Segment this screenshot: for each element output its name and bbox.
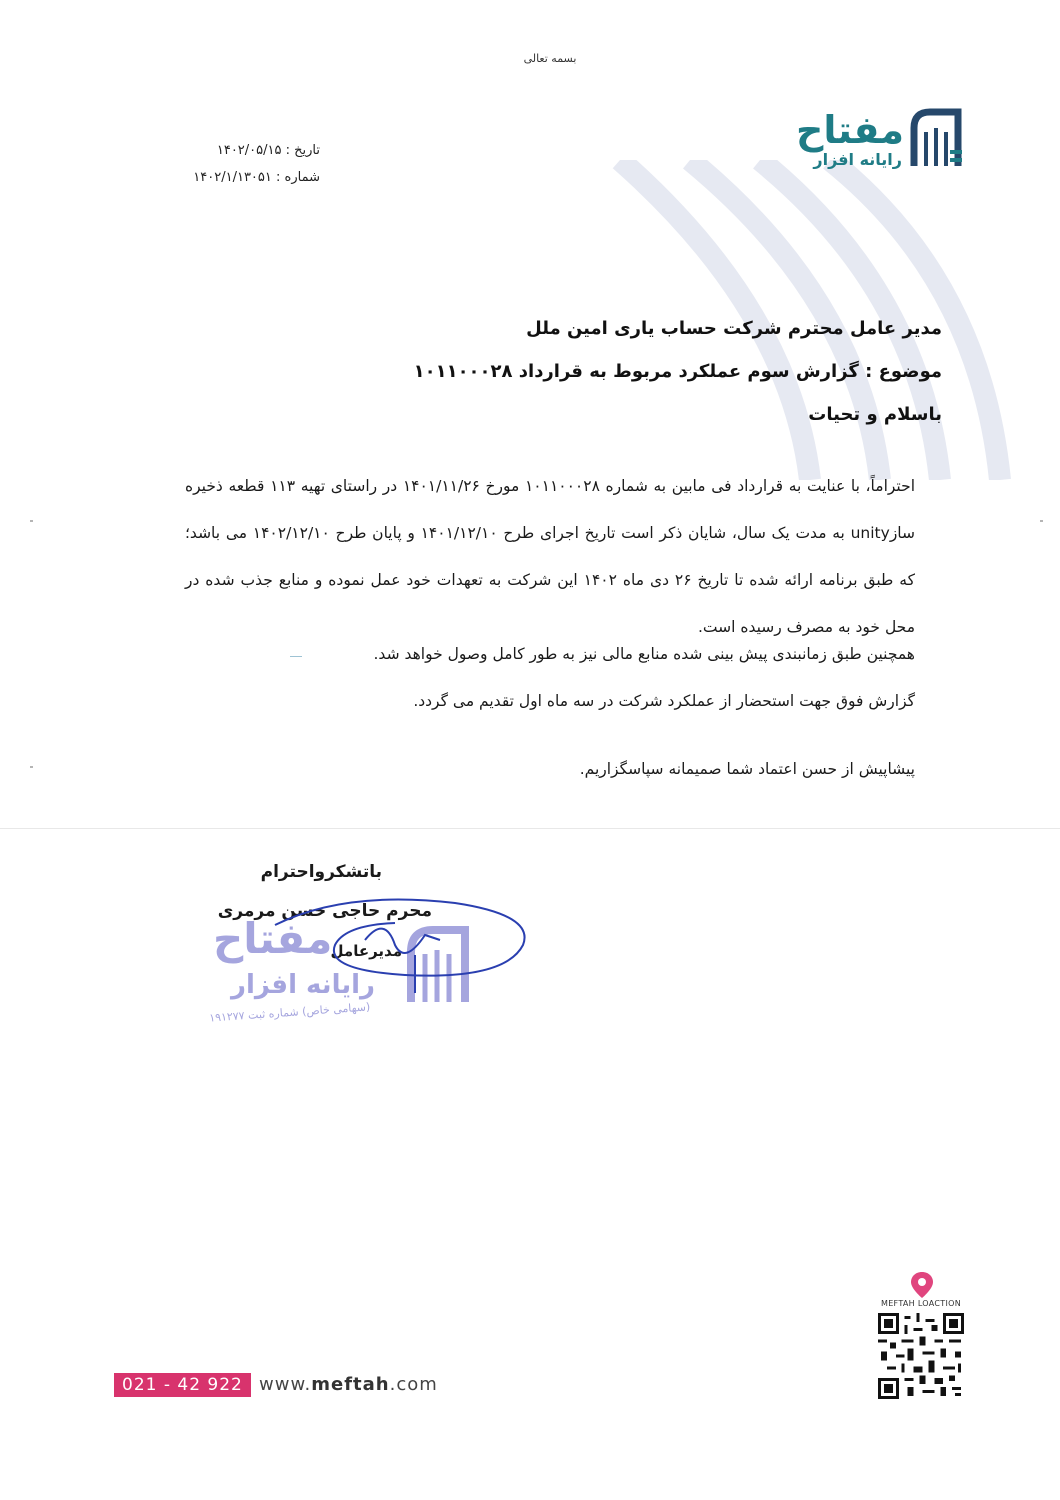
invocation-text: بسمه تعالی (523, 52, 577, 65)
body-paragraph-3: گزارش فوق جهت استحضار از عملکرد شرکت در سه ماه اول تقدیم می گردد. (413, 692, 915, 710)
stamp-subtitle: رایانه افزار (231, 970, 375, 1000)
body-paragraph-1: احتراماً، با عنایت به قرارداد فی مابین به شماره ۱۰۱۱۰۰۰۲۸ مورخ ۱۴۰۱/۱۱/۲۶ در راستای تهیه ۱۱۳ قطعه ذخیره سازunity به مدت یک سال، شایان ذکر است تاریخ اجرای طرح ۱۴۰۱/۱۲/۱۰ و پایان طرح ۱۴۰۲/۱۲/۱۰ می باشد؛ که طبق برنامه ارائه شده تا تاریخ ۲۶ دی ماه ۱۴۰۲ این شرکت به تعهدات خود عمل نموده و منابع جذب شده در محل خود به مصرف رسیده است. (185, 477, 916, 636)
website-link[interactable] (259, 1373, 438, 1397)
letter-date: تاریخ : ۱۴۰۲/۰۵/۱۵ (216, 143, 320, 158)
handwritten-signature (255, 885, 535, 995)
greeting-line: باسلام و تحیات (808, 404, 942, 425)
logo-mark-icon (906, 106, 966, 170)
body-paragraph-4: پیشاپیش از حسن اعتماد شما صمیمانه سپاسگزاریم. (579, 760, 915, 778)
scan-speck (30, 766, 33, 768)
stamp-registration: (سهامی خاص) شماره ثبت ۱۹۱۲۷۷ (208, 1000, 371, 1025)
signatory-name: محرم حاجی حسن مرمری (217, 901, 432, 921)
closing-text: باتشکرواحترام (260, 862, 382, 882)
qr-caption: MEFTAH LOACTION (881, 1299, 961, 1308)
website-suffix: .com (389, 1374, 438, 1395)
location-qr-code[interactable] (878, 1313, 964, 1399)
letter-number: شماره : ۱۴۰۲/۱/۱۳۰۵۱ (193, 170, 320, 185)
fold-line (0, 828, 1060, 829)
logo-subtitle: رایانه افزار (813, 150, 902, 169)
signatory-title: مدیرعامل (330, 942, 402, 960)
body-paragraph-2: همچنین طبق زمانبندی پیش بینی شده منابع مالی نیز به طور کامل وصول خواهد شد. (373, 645, 915, 663)
company-logo (762, 104, 966, 174)
logo-wordmark: مفتاح (795, 108, 904, 152)
recipient-line: مدیر عامل محترم شرکت حساب یاری امین ملل (526, 318, 942, 339)
scan-speck (30, 520, 33, 522)
stamp-wordmark: مفتاح (213, 914, 333, 963)
phone-number[interactable]: 021 - 42 922 (114, 1373, 251, 1397)
subject-line: موضوع : گزارش سوم عملکرد مربوط به قرارداد ۱۰۱۱۰۰۰۲۸ (413, 361, 942, 382)
location-pin-icon (908, 1270, 936, 1300)
scan-speck (1040, 520, 1043, 522)
website-prefix: www. (259, 1374, 312, 1395)
scan-speck (290, 656, 302, 657)
website-brand: meftah (311, 1374, 390, 1395)
